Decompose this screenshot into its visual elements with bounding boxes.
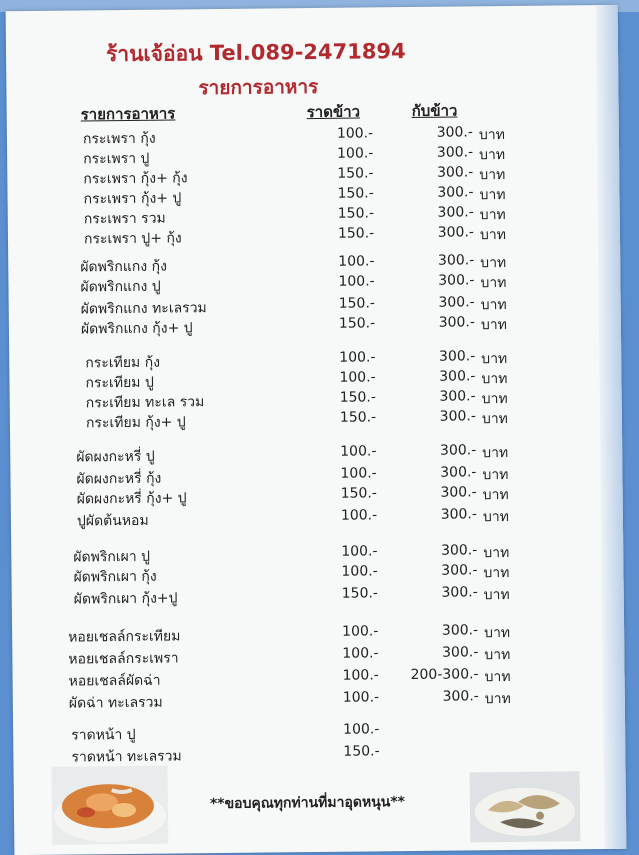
rice-topped-price: 150.- xyxy=(338,295,375,312)
column-header-with-rice: กับข้าว xyxy=(411,101,458,120)
currency-unit: บาท xyxy=(481,410,508,428)
currency-unit: บาท xyxy=(483,564,510,582)
with-rice-price: 300.- xyxy=(440,464,477,481)
with-rice-price: 300.- xyxy=(442,644,479,661)
with-rice-price: 200-300.- xyxy=(410,666,479,684)
rice-topped-price: 150.- xyxy=(340,485,377,502)
rice-topped-price: 150.- xyxy=(339,389,376,406)
rice-topped-price: 100.- xyxy=(342,645,379,662)
menu-item-row xyxy=(74,584,544,609)
garlic-shrimp-photo xyxy=(470,771,581,842)
currency-unit: บาท xyxy=(481,350,508,368)
rice-topped-price: 150.- xyxy=(337,205,375,222)
rice-topped-price: 150.- xyxy=(337,185,374,202)
with-rice-price: 300.- xyxy=(438,272,475,289)
menu-item-row xyxy=(86,407,556,432)
menu-item-name: ผัดพริกแกง กุ้ง xyxy=(80,258,167,276)
with-rice-price: 300.- xyxy=(440,542,478,559)
menu-item-name: ผัดผงกะหรี่ กุ้ง xyxy=(76,470,162,488)
menu-item-row xyxy=(69,666,539,691)
with-rice-price xyxy=(403,742,479,743)
rice-topped-price: 100.- xyxy=(340,465,377,482)
menu-item-row xyxy=(69,688,539,713)
rice-topped-price: 100.- xyxy=(339,369,376,386)
column-header-rice-topped: ราดข้าว xyxy=(306,102,361,122)
with-rice-price: 300.- xyxy=(437,204,474,221)
currency-unit: บาท xyxy=(482,508,509,526)
menu-item-row xyxy=(71,720,541,745)
thank-you-note: **ขอบคุณทุกท่านที่มาอุดหนุน** xyxy=(209,794,406,813)
rice-topped-price: 150.- xyxy=(339,409,377,426)
with-rice-price: 300.- xyxy=(439,368,476,385)
currency-unit: บาท xyxy=(480,274,507,292)
rice-topped-price: 150.- xyxy=(341,585,379,602)
menu-item-row xyxy=(77,506,547,531)
menu-item-name: หอยเชลล์ผัดฉ่า xyxy=(68,672,161,690)
menu-item-row xyxy=(68,622,538,647)
with-rice-price: 300.- xyxy=(441,584,478,601)
rice-topped-price: 100.- xyxy=(343,721,380,738)
menu-item-name: กระเพรา กุ้ง+ กุ้ง xyxy=(83,170,188,188)
menu-item-name: ผัดผงกะหรี่ ปู xyxy=(76,448,155,466)
menu-item-name: หอยเชลล์กระเทียม xyxy=(68,628,181,646)
rice-topped-price: 100.- xyxy=(338,273,375,290)
menu-item-name: ผัดพริกเผา ปู xyxy=(73,548,151,566)
tom-yum-soup-photo xyxy=(52,766,169,845)
with-rice-price: 300.- xyxy=(436,164,474,181)
menu-item-name: ผัดพริกเผา กุ้ง+ปู xyxy=(73,590,178,608)
with-rice-price: 300.- xyxy=(437,184,474,201)
rice-topped-price: 100.- xyxy=(340,443,377,460)
currency-unit: บาท xyxy=(484,668,511,686)
with-rice-price: 300.- xyxy=(438,294,475,311)
rice-topped-price: 100.- xyxy=(337,145,374,162)
menu-item-name: ผัดพริกแกง ทะเลรวม xyxy=(80,300,207,318)
menu-item-row xyxy=(73,562,543,587)
menu-item-name: ราดหน้า ทะเลรวม xyxy=(71,748,182,766)
with-rice-price: 300.- xyxy=(441,562,478,579)
currency-unit: บาท xyxy=(481,390,508,408)
currency-unit: บาท xyxy=(483,544,510,562)
rice-topped-price: 100.- xyxy=(341,543,378,560)
menu-item-row xyxy=(68,644,538,669)
menu-item-name: กระเพรา ปู xyxy=(83,150,150,168)
rice-topped-price: 150.- xyxy=(343,743,380,760)
menu-title: รายการอาหาร xyxy=(198,75,319,100)
menu-item-row xyxy=(71,742,541,767)
menu-item-name: กระเพรา ปู+ กุ้ง xyxy=(83,230,182,248)
menu-item-row xyxy=(84,223,554,248)
currency-unit: บาท xyxy=(479,167,506,184)
menu-item-name: ผัดพริกแกง กุ้ง+ ปู xyxy=(80,320,193,338)
menu-item-name: กระเทียม กุ้ง xyxy=(85,354,161,372)
with-rice-price: 300.- xyxy=(442,688,479,705)
with-rice-price: 300.- xyxy=(440,506,477,523)
menu-item-name: ผัดพริกแกง ปู xyxy=(80,278,161,296)
rice-topped-price: 100.- xyxy=(339,349,376,366)
with-rice-price: 300.- xyxy=(438,314,475,331)
menu-item-name: ราดหน้า ปู xyxy=(71,726,136,744)
with-rice-price: 300.- xyxy=(437,252,475,269)
with-rice-price: 300.- xyxy=(440,484,477,501)
rice-topped-price: 150.- xyxy=(337,225,375,242)
currency-unit: บาท xyxy=(483,586,510,604)
currency-unit: บาท xyxy=(482,486,509,504)
rice-topped-price: 100.- xyxy=(340,507,378,524)
menu-item-name: หอยเชลล์กระเพรา xyxy=(68,650,179,668)
menu-item-name: ผัดผงกะหรี่ กุ้ง+ ปู xyxy=(76,490,187,508)
rice-topped-price: 100.- xyxy=(341,563,378,580)
shop-name-title: ร้านเจ้อ่อน Tel.089-2471894 xyxy=(105,39,406,67)
with-rice-price: 300.- xyxy=(439,388,476,405)
with-rice-price: 300.- xyxy=(439,408,476,425)
with-rice-price: 300.- xyxy=(437,224,475,241)
menu-item-name: กระเพรา กุ้ง xyxy=(82,130,156,148)
rice-topped-price: 100.- xyxy=(336,125,374,142)
currency-unit: บาท xyxy=(484,646,511,664)
menu-item-name: กระเทียม ทะเล รวม xyxy=(85,394,205,412)
rice-topped-price: 100.- xyxy=(342,689,380,706)
with-rice-price: 300.- xyxy=(441,622,479,639)
currency-unit: บาท xyxy=(482,466,509,484)
menu-item-name: กระเทียม ปู xyxy=(85,374,154,392)
currency-unit: บาท xyxy=(479,187,506,204)
currency-unit: บาท xyxy=(479,227,507,244)
menu-sheet xyxy=(6,5,627,855)
column-header-item: รายการอาหาร xyxy=(80,104,176,124)
rice-topped-price: 150.- xyxy=(337,165,374,182)
menu-item-name: ผัดพริกเผา กุ้ง xyxy=(73,568,157,586)
menu-item-row xyxy=(81,314,551,339)
menu-item-row xyxy=(77,484,547,509)
currency-unit: บาท xyxy=(478,127,505,144)
with-rice-price: 300.- xyxy=(439,442,477,459)
menu-item-row xyxy=(76,442,546,467)
currency-unit: บาท xyxy=(479,207,506,224)
currency-unit: บาท xyxy=(481,370,508,388)
currency-unit: บาท xyxy=(480,254,507,272)
menu-item-name: กระเพรา รวม xyxy=(83,210,166,228)
menu-item-name: กระเทียม กุ้ง+ ปู xyxy=(85,414,186,432)
rice-topped-price: 100.- xyxy=(342,623,379,640)
currency-unit: บาท xyxy=(484,624,511,642)
rice-topped-price: 150.- xyxy=(338,315,376,332)
rice-topped-price: 100.- xyxy=(338,253,375,270)
menu-item-name: กระเพรา กุ้ง+ ปู xyxy=(83,190,182,208)
with-rice-price xyxy=(403,720,479,721)
menu-item-row xyxy=(80,272,550,297)
with-rice-price: 300.- xyxy=(436,144,474,161)
with-rice-price: 300.- xyxy=(438,348,476,365)
rice-topped-price: 100.- xyxy=(342,667,379,684)
currency-unit: บาท xyxy=(480,316,507,334)
laminate-edge xyxy=(596,5,627,849)
currency-unit: บาท xyxy=(484,690,511,708)
currency-unit: บาท xyxy=(482,444,509,462)
with-rice-price: 300.- xyxy=(436,124,473,141)
menu-item-name: ปูผัดต้นหอม xyxy=(76,512,149,530)
currency-unit: บาท xyxy=(479,147,506,164)
currency-unit: บาท xyxy=(480,296,507,314)
menu-item-name: ผัดฉ่า ทะเลรวม xyxy=(68,694,163,712)
